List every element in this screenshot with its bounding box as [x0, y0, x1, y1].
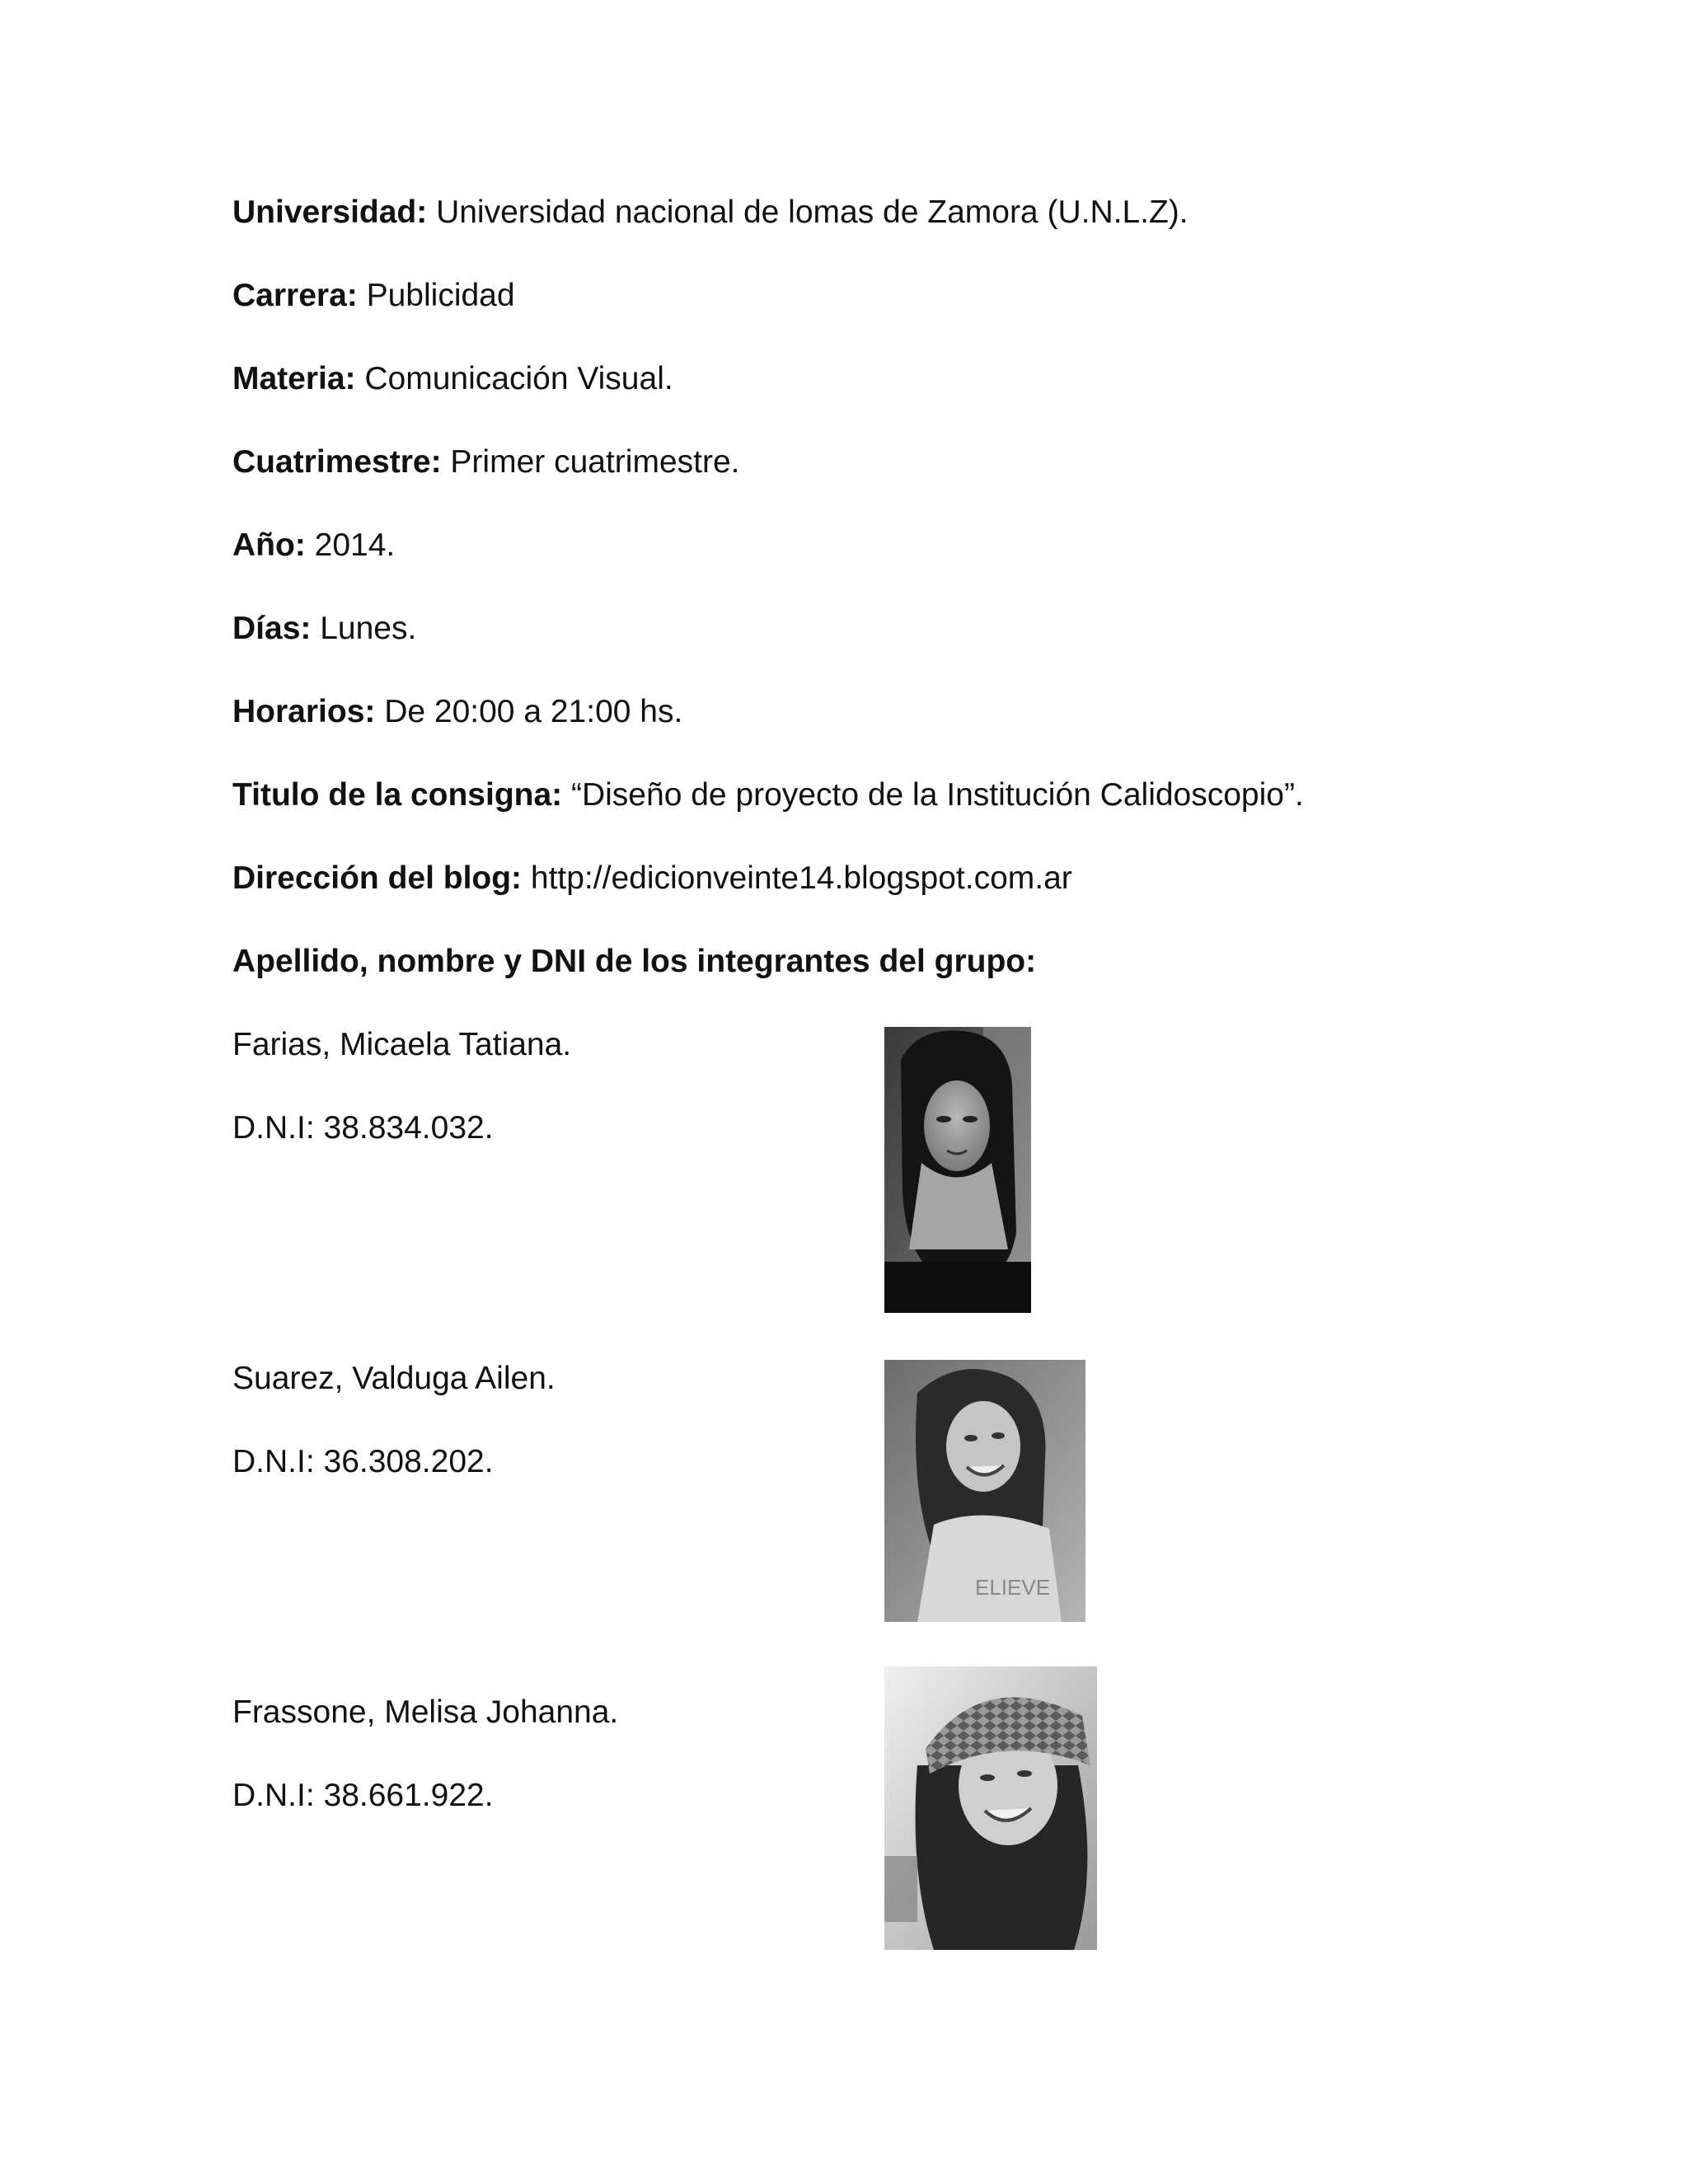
field-label: Carrera:	[232, 278, 358, 313]
field-materia	[232, 359, 673, 399]
member-dni: D.N.I: 36.308.202.	[232, 1444, 494, 1479]
field-label: Cuatrimestre:	[232, 444, 442, 480]
member-name: Farias, Micaela Tatiana.	[232, 1027, 572, 1062]
blog-link[interactable]: http://edicionveinte14.blogspot.com.ar	[522, 860, 1072, 896]
field-direccion-blog	[232, 859, 1072, 898]
member-name: Suarez, Valduga Ailen.	[232, 1361, 556, 1396]
field-label: Dirección del blog:	[232, 860, 523, 896]
field-label: Titulo de la consigna:	[232, 777, 563, 813]
field-value: Comunicación Visual.	[355, 361, 673, 396]
member-dni: D.N.I: 38.834.032.	[232, 1110, 494, 1146]
field-value: “Diseño de proyecto de la Institución Calidoscopio”.	[562, 777, 1304, 813]
field-value: De 20:00 a 21:00 hs.	[375, 694, 683, 729]
field-label: Universidad:	[232, 194, 428, 230]
field-value: Universidad nacional de lomas de Zamora (U.N.L.Z).	[427, 194, 1189, 230]
members-heading: Apellido, nombre y DNI de los integrantes del grupo:	[232, 944, 1037, 979]
field-label: Año:	[232, 527, 306, 563]
member-photo	[884, 1666, 1097, 1950]
member-photo	[884, 1360, 1085, 1622]
field-label: Días:	[232, 611, 312, 646]
field-dias	[232, 609, 416, 649]
field-value: 2014.	[305, 527, 396, 563]
field-value: Lunes.	[311, 611, 417, 646]
field-label: Horarios:	[232, 694, 376, 729]
field-universidad	[232, 193, 1189, 232]
member-photo	[884, 1027, 1031, 1313]
field-horarios	[232, 692, 682, 732]
field-anio	[232, 526, 395, 565]
field-cuatrimestre	[232, 443, 739, 482]
field-titulo-consigna	[232, 776, 1304, 815]
field-value: Publicidad	[357, 278, 515, 313]
field-carrera	[232, 276, 515, 316]
member-dni: D.N.I: 38.661.922.	[232, 1778, 494, 1813]
member-name: Frassone, Melisa Johanna.	[232, 1694, 619, 1730]
field-value: Primer cuatrimestre.	[441, 444, 740, 480]
shirt-print-text: ELIEVE	[975, 1575, 1051, 1600]
field-label: Materia:	[232, 361, 356, 396]
